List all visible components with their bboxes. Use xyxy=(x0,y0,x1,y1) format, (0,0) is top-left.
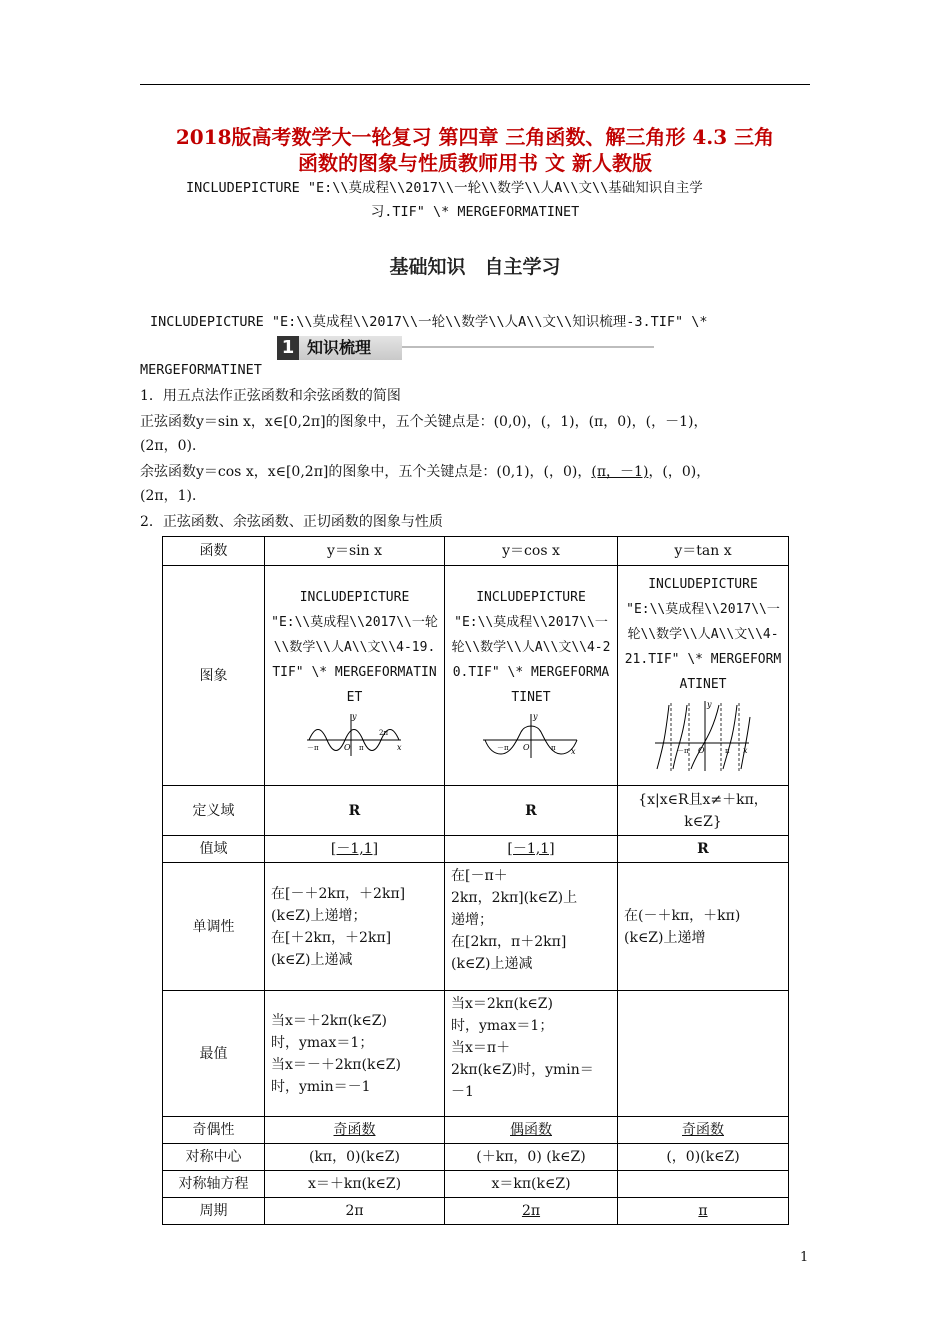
table-row xyxy=(163,863,789,991)
domain-cos: R xyxy=(445,786,618,836)
ext-sin xyxy=(265,991,445,1117)
axis-cos: x＝kπ(k∈Z) xyxy=(445,1171,618,1198)
axis-sin: x＝＋kπ(k∈Z) xyxy=(265,1171,445,1198)
domain-tan: {x|x∈R且x≠＋kπ，k∈Z} xyxy=(618,786,789,836)
cos-pi-label: π xyxy=(551,743,556,752)
cos-neg-pi-label: －π xyxy=(497,743,509,752)
paragraph-4: 2．正弦函数、余弦函数、正切函数的图象与性质 xyxy=(140,514,443,530)
ext-cos xyxy=(445,991,618,1117)
tan-graph-cell xyxy=(618,566,789,786)
cos-graph xyxy=(481,710,581,760)
doc-title-line1: 2018版高考数学大一轮复习 第四章 三角函数、解三角形 4.3 三角 xyxy=(175,125,775,149)
paragraph-2a: 正弦函数y＝sin x，x∈[0,2π]的图象中，五个关键点是：(0,0)，(，1)，(π，0)，(，－1)， xyxy=(140,414,708,430)
ext-cos-line: 当x＝2kπ(k∈Z) xyxy=(451,996,553,1012)
period-cos: 2π xyxy=(445,1198,618,1225)
cos-x-label: x xyxy=(571,746,576,756)
header-rule xyxy=(140,84,810,85)
badge-label: 知识梳理 xyxy=(299,336,402,360)
center-cos: (＋kπ，0) (k∈Z) xyxy=(445,1144,618,1171)
ext-cos-line: 时，ymax＝1； xyxy=(451,1018,554,1034)
badge-number: 1 xyxy=(277,336,299,360)
center-tan: (，0)(k∈Z) xyxy=(618,1144,789,1171)
doc-title-line2: 函数的图象与性质教师用书 文 新人教版 xyxy=(298,151,652,175)
ext-sin-line: 时，ymin＝－1 xyxy=(271,1078,371,1095)
mono-label: 单调性 xyxy=(163,863,265,991)
sin-pi-label: π xyxy=(358,743,364,752)
page-number: 1 xyxy=(800,1250,809,1265)
mono-sin xyxy=(265,863,445,991)
ext-cos-line: 当x＝π＋ xyxy=(451,1040,511,1056)
include-field-1b: 习.TIF" \* MERGEFORMATINET xyxy=(370,204,580,220)
ext-sin-line: 当x＝－＋2kπ(k∈Z) xyxy=(271,1056,401,1073)
paragraph-3a xyxy=(140,460,816,484)
mono-cos-line: 在[2kπ，π＋2kπ] xyxy=(451,934,567,950)
parity-cos: 偶函数 xyxy=(445,1117,618,1144)
center-label: 对称中心 xyxy=(163,1144,265,1171)
domain-label: 定义域 xyxy=(163,786,265,836)
domain-sin: R xyxy=(265,786,445,836)
mono-cos-line: 递增； xyxy=(451,912,493,928)
range-tan: R xyxy=(618,836,789,863)
include-field-2b: MERGEFORMATINET xyxy=(140,362,262,378)
paragraph-2b: (2π，0)． xyxy=(140,438,206,454)
table-row xyxy=(163,566,789,786)
mono-sin-line: (k∈Z)上递减 xyxy=(271,951,353,968)
axis-label: 对称轴方程 xyxy=(163,1171,265,1198)
section-title: 基础知识 自主学习 xyxy=(389,256,561,278)
mono-cos xyxy=(445,863,618,991)
ext-sin-line: 当x＝＋2kπ(k∈Z) xyxy=(271,1012,387,1029)
knowledge-badge xyxy=(277,336,402,360)
p3-underlined: (π，－1) xyxy=(591,464,649,480)
table-row xyxy=(163,991,789,1117)
sin-neg-pi-label: －π xyxy=(306,743,319,752)
table-row xyxy=(163,1144,789,1171)
ext-cos-line: －1 xyxy=(451,1084,474,1100)
table-row xyxy=(163,537,789,566)
sin-2pi-label: 2π xyxy=(378,728,388,737)
tan-branch xyxy=(723,705,737,769)
tan-graph-include: INCLUDEPICTURE "E:\\莫成程\\2017\\一轮\\数学\\人A\\文\\4-21.TIF" \* MERGEFORMATINET xyxy=(624,576,782,692)
paragraph-3b: (2π，1)． xyxy=(140,488,206,504)
mono-tan xyxy=(618,863,789,991)
period-sin: 2π xyxy=(265,1198,445,1225)
tan-neg-pi-label: －π xyxy=(677,746,689,755)
axis-tan xyxy=(618,1171,789,1198)
center-sin: (kπ，0)(k∈Z) xyxy=(265,1144,445,1171)
cos-graph-cell xyxy=(445,566,618,786)
p3-pre: 余弦函数y＝cos x，x∈[0,2π]的图象中，五个关键点是：(0,1)，(，0)， xyxy=(140,464,592,480)
mono-cos-line: (k∈Z)上递减 xyxy=(451,956,533,972)
tan-graph xyxy=(653,697,753,773)
sin-graph-include: INCLUDEPICTURE "E:\\莫成程\\2017\\一轮\\数学\\人A\\文\\4-19.TIF" \* MERGEFORMATINET xyxy=(271,589,438,705)
tan-origin-label: O xyxy=(698,745,705,755)
parity-sin: 奇函数 xyxy=(265,1117,445,1144)
table-row xyxy=(163,836,789,863)
parity-label: 奇偶性 xyxy=(163,1117,265,1144)
graph-row-label: 图象 xyxy=(163,566,265,786)
sin-x-label: x xyxy=(396,742,402,752)
include-field-2a: INCLUDEPICTURE "E:\\莫成程\\2017\\一轮\\数学\\人A\\文\\知识梳理-3.TIF" \* xyxy=(150,314,708,330)
sin-origin-label: O xyxy=(343,742,351,752)
parity-tan: 奇函数 xyxy=(618,1117,789,1144)
table-row xyxy=(163,1198,789,1225)
table-header-cell: y＝sin x xyxy=(265,537,445,566)
sin-graph xyxy=(305,710,405,760)
mono-cos-line: 在[－π＋ xyxy=(451,868,508,884)
table-header-cell: 函数 xyxy=(163,537,265,566)
tan-x-label: x xyxy=(743,745,748,755)
table-header-cell: y＝cos x xyxy=(445,537,618,566)
tan-y-label: y xyxy=(707,699,712,709)
mono-sin-line: 在[－＋2kπ，＋2kπ] xyxy=(271,885,406,902)
period-tan: π xyxy=(618,1198,789,1225)
ext-sin-line: 时，ymax＝1； xyxy=(271,1034,374,1051)
p3-post: ，(，0)， xyxy=(648,464,711,480)
properties-table xyxy=(162,536,789,1225)
period-label: 周期 xyxy=(163,1198,265,1225)
ext-cos-line: 2kπ(k∈Z)时，ymin＝ xyxy=(451,1062,594,1078)
range-cos: [－1,1] xyxy=(445,836,618,863)
extreme-label: 最值 xyxy=(163,991,265,1117)
cos-y-label: y xyxy=(533,711,538,721)
sin-graph-cell xyxy=(265,566,445,786)
mono-sin-line: 在[＋2kπ，＋2kπ] xyxy=(271,929,392,946)
sin-y-label: y xyxy=(351,711,357,721)
badge-line xyxy=(402,346,654,348)
include-field-1a: INCLUDEPICTURE "E:\\莫成程\\2017\\一轮\\数学\\人A\\文\\基础知识自主学 xyxy=(186,180,703,196)
table-row xyxy=(163,1171,789,1198)
range-sin: [－1,1] xyxy=(265,836,445,863)
cos-origin-label: O xyxy=(523,742,530,752)
mono-tan-line: (k∈Z)上递增 xyxy=(624,929,706,946)
table-row xyxy=(163,1117,789,1144)
ext-tan xyxy=(618,991,789,1117)
mono-cos-line: 2kπ，2kπ](k∈Z)上 xyxy=(451,890,578,906)
tan-branch xyxy=(657,705,669,769)
range-label: 值域 xyxy=(163,836,265,863)
tan-branch xyxy=(673,705,687,769)
cos-graph-include: INCLUDEPICTURE "E:\\莫成程\\2017\\一轮\\数学\\人A\\文\\4-20.TIF" \* MERGEFORMATINET xyxy=(451,589,611,705)
mono-tan-line: 在(－＋kπ，＋kπ) xyxy=(624,907,741,924)
paragraph-1: 1．用五点法作正弦函数和余弦函数的简图 xyxy=(140,388,401,404)
mono-sin-line: (k∈Z)上递增； xyxy=(271,907,367,924)
table-header-cell: y＝tan x xyxy=(618,537,789,566)
tan-pi-label: π xyxy=(725,746,730,755)
table-row xyxy=(163,786,789,836)
